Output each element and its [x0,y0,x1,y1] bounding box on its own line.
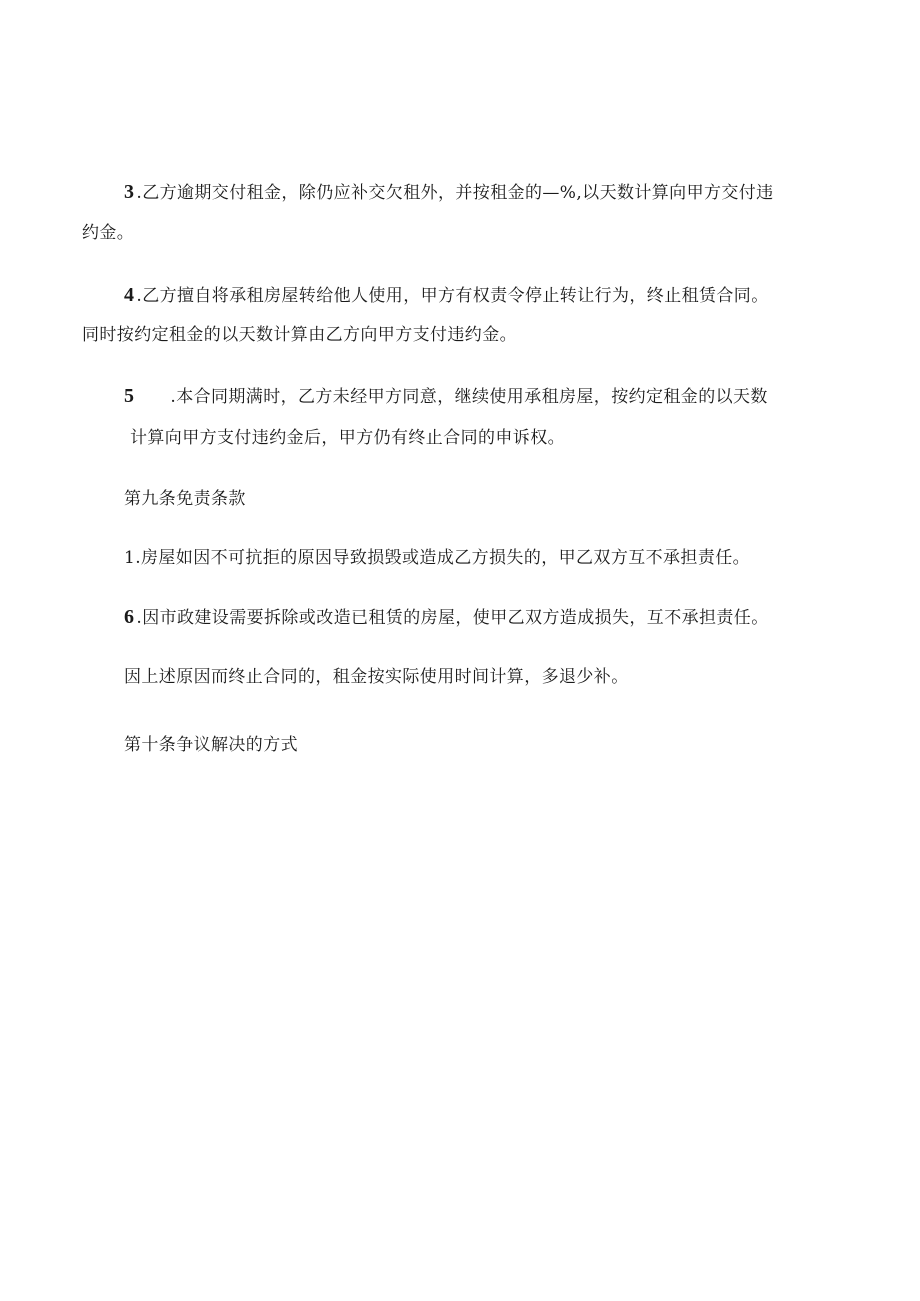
clause-5-line-1 [124,385,768,408]
clause-3-number: 3 [124,181,135,203]
article-9-item-6 [124,606,769,629]
clause-4-line-2: 同时按约定租金的以天数计算由乙方向甲方支付违约金。 [82,325,517,345]
article-9-note: 因上述原因而终止合同的，租金按实际使用时间计算，多退少补。 [124,667,629,687]
clause-3-text: .乙方逾期交付租金，除仍应补交欠租外，并按租金的—%,以天数计算向甲方交付违 [136,183,774,203]
article-9-title: 第九条免责条款 [124,489,246,509]
article-9-item-6-text: .因市政建设需要拆除或改造已租赁的房屋，使甲乙双方造成损失，互不承担责任。 [136,608,769,628]
clause-4-line-1 [124,284,769,307]
clause-5-text: .本合同期满时，乙方未经甲方同意，继续使用承租房屋，按约定租金的以天数 [170,387,768,407]
article-10-title: 第十条争议解决的方式 [124,735,298,755]
article-9-item-1: 1.房屋如因不可抗拒的原因导致损毁或造成乙方损失的，甲乙双方互不承担责任。 [124,548,751,568]
clause-4-number: 4 [124,284,135,306]
clause-4-text: .乙方擅自将承租房屋转给他人使用，甲方有权责令停止转让行为，终止租赁合同。 [136,286,769,306]
clause-5-line-2: 计算向甲方支付违约金后，甲方仍有终止合同的申诉权。 [130,428,565,448]
clause-3-line-2: 约金。 [82,223,135,243]
clause-5-number: 5 [124,385,135,407]
clause-3-line-1 [124,181,774,204]
article-9-item-6-number: 6 [124,606,135,628]
